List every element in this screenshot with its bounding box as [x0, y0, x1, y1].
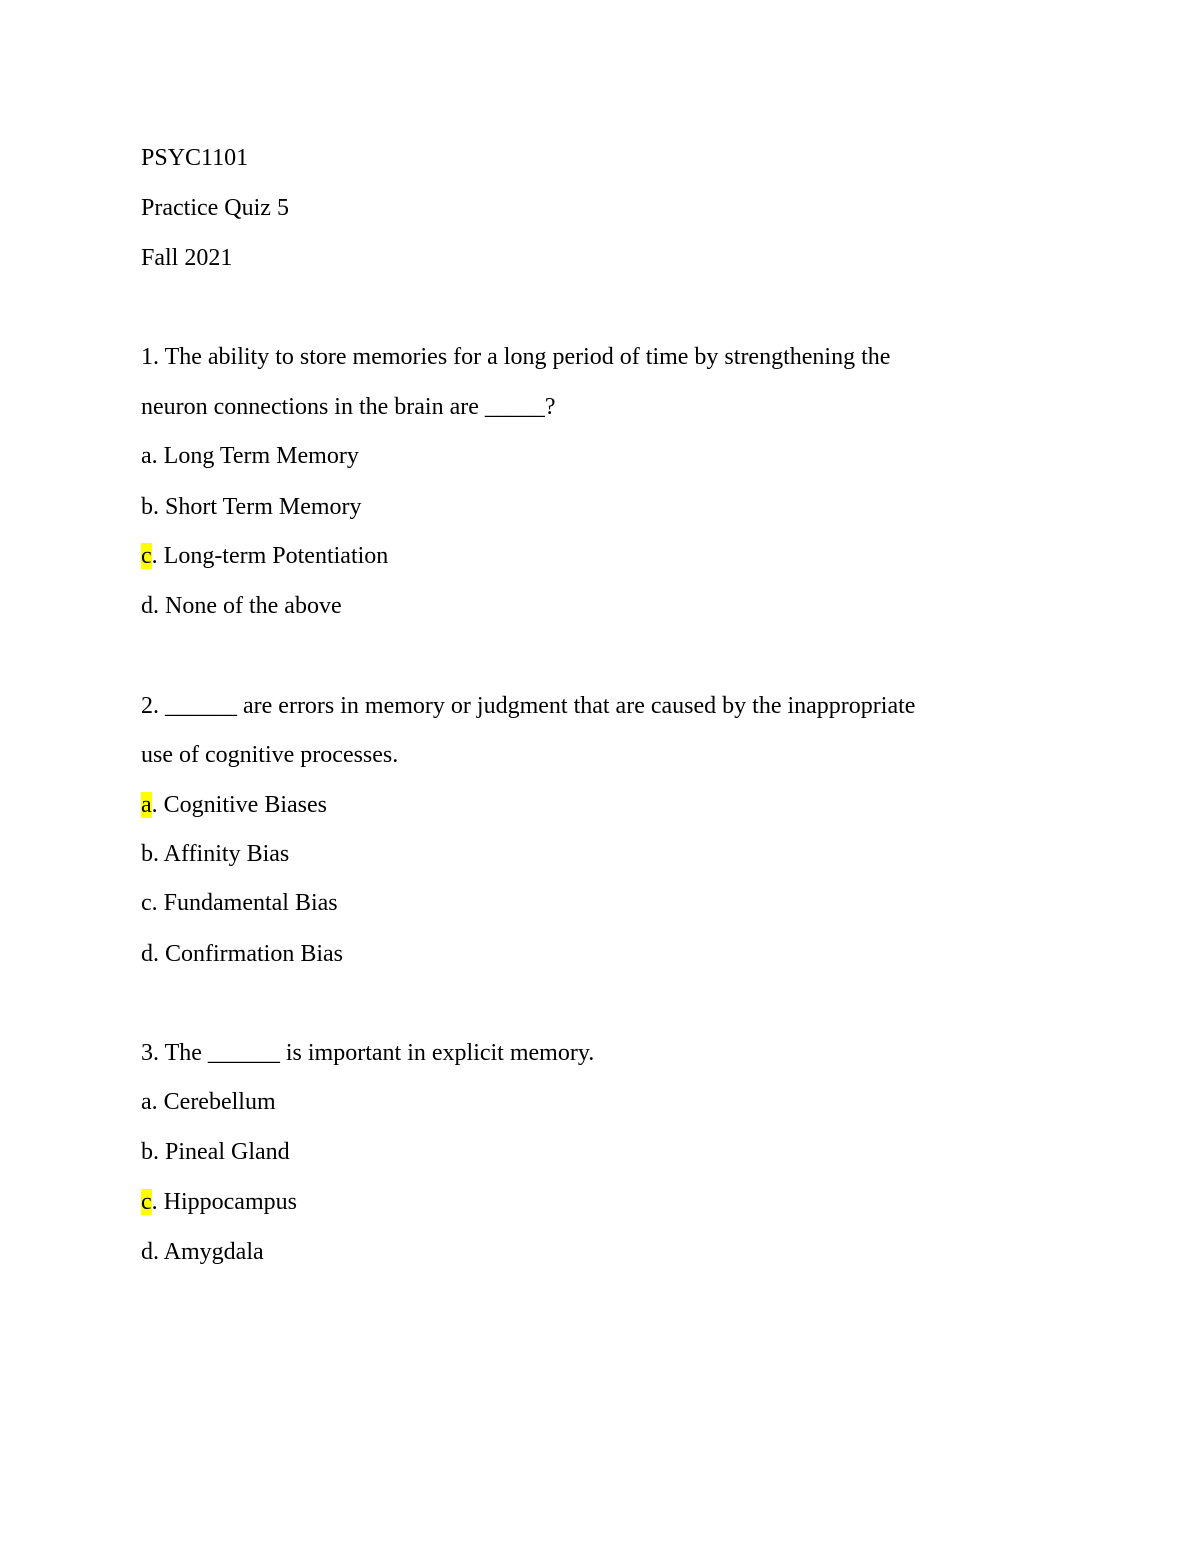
- option-text: . Confirmation Bias: [153, 941, 343, 967]
- q2-option-a: [141, 790, 327, 820]
- answer-highlight: c: [141, 543, 152, 569]
- option-letter: b: [141, 494, 153, 520]
- option-text: . Pineal Gland: [153, 1139, 290, 1165]
- q3-option-d: [141, 1237, 264, 1267]
- option-letter: b: [141, 841, 153, 867]
- option-letter: a: [141, 1089, 152, 1115]
- question-2-text: 2. ______ are errors in memory or judgment that are caused by the inappropriate: [141, 693, 916, 719]
- answer-highlight: c: [141, 1189, 152, 1215]
- option-text: . Affinity Bias: [153, 841, 290, 867]
- question-2-text-cont: use of cognitive processes.: [141, 742, 399, 768]
- option-text: . Hippocampus: [151, 1189, 297, 1215]
- q1-option-c: [141, 541, 388, 571]
- option-text: . Amygdala: [153, 1239, 264, 1265]
- option-text: . Cognitive Biases: [151, 792, 327, 818]
- option-text: . Fundamental Bias: [151, 890, 338, 916]
- q3-option-c: [141, 1187, 297, 1217]
- course-code: PSYC1101: [141, 145, 249, 171]
- term: Fall 2021: [141, 245, 233, 271]
- option-letter: c: [141, 890, 152, 916]
- q1-option-d: [141, 591, 342, 621]
- q2-option-c: [141, 888, 338, 918]
- option-letter: d: [141, 1239, 153, 1265]
- q3-option-a: [141, 1087, 276, 1117]
- option-letter: d: [141, 593, 153, 619]
- quiz-title: Practice Quiz 5: [141, 195, 289, 221]
- question-1-text: 1. The ability to store memories for a long period of time by strengthening the: [141, 344, 891, 370]
- question-3-text: 3. The ______ is important in explicit memory.: [141, 1040, 595, 1066]
- option-text: . Short Term Memory: [153, 494, 362, 520]
- answer-highlight: a: [141, 792, 152, 818]
- option-letter: d: [141, 941, 153, 967]
- question-1-text-cont: neuron connections in the brain are _____?: [141, 394, 556, 420]
- q2-option-d: [141, 939, 343, 969]
- q2-option-b: [141, 839, 289, 869]
- option-text: . Long-term Potentiation: [151, 543, 389, 569]
- q1-option-b: [141, 492, 362, 522]
- q1-option-a: [141, 441, 359, 471]
- option-letter: a: [141, 443, 152, 469]
- q3-option-b: [141, 1137, 290, 1167]
- option-letter: b: [141, 1139, 153, 1165]
- option-text: . Long Term Memory: [151, 443, 359, 469]
- option-text: . Cerebellum: [151, 1089, 276, 1115]
- option-text: . None of the above: [153, 593, 342, 619]
